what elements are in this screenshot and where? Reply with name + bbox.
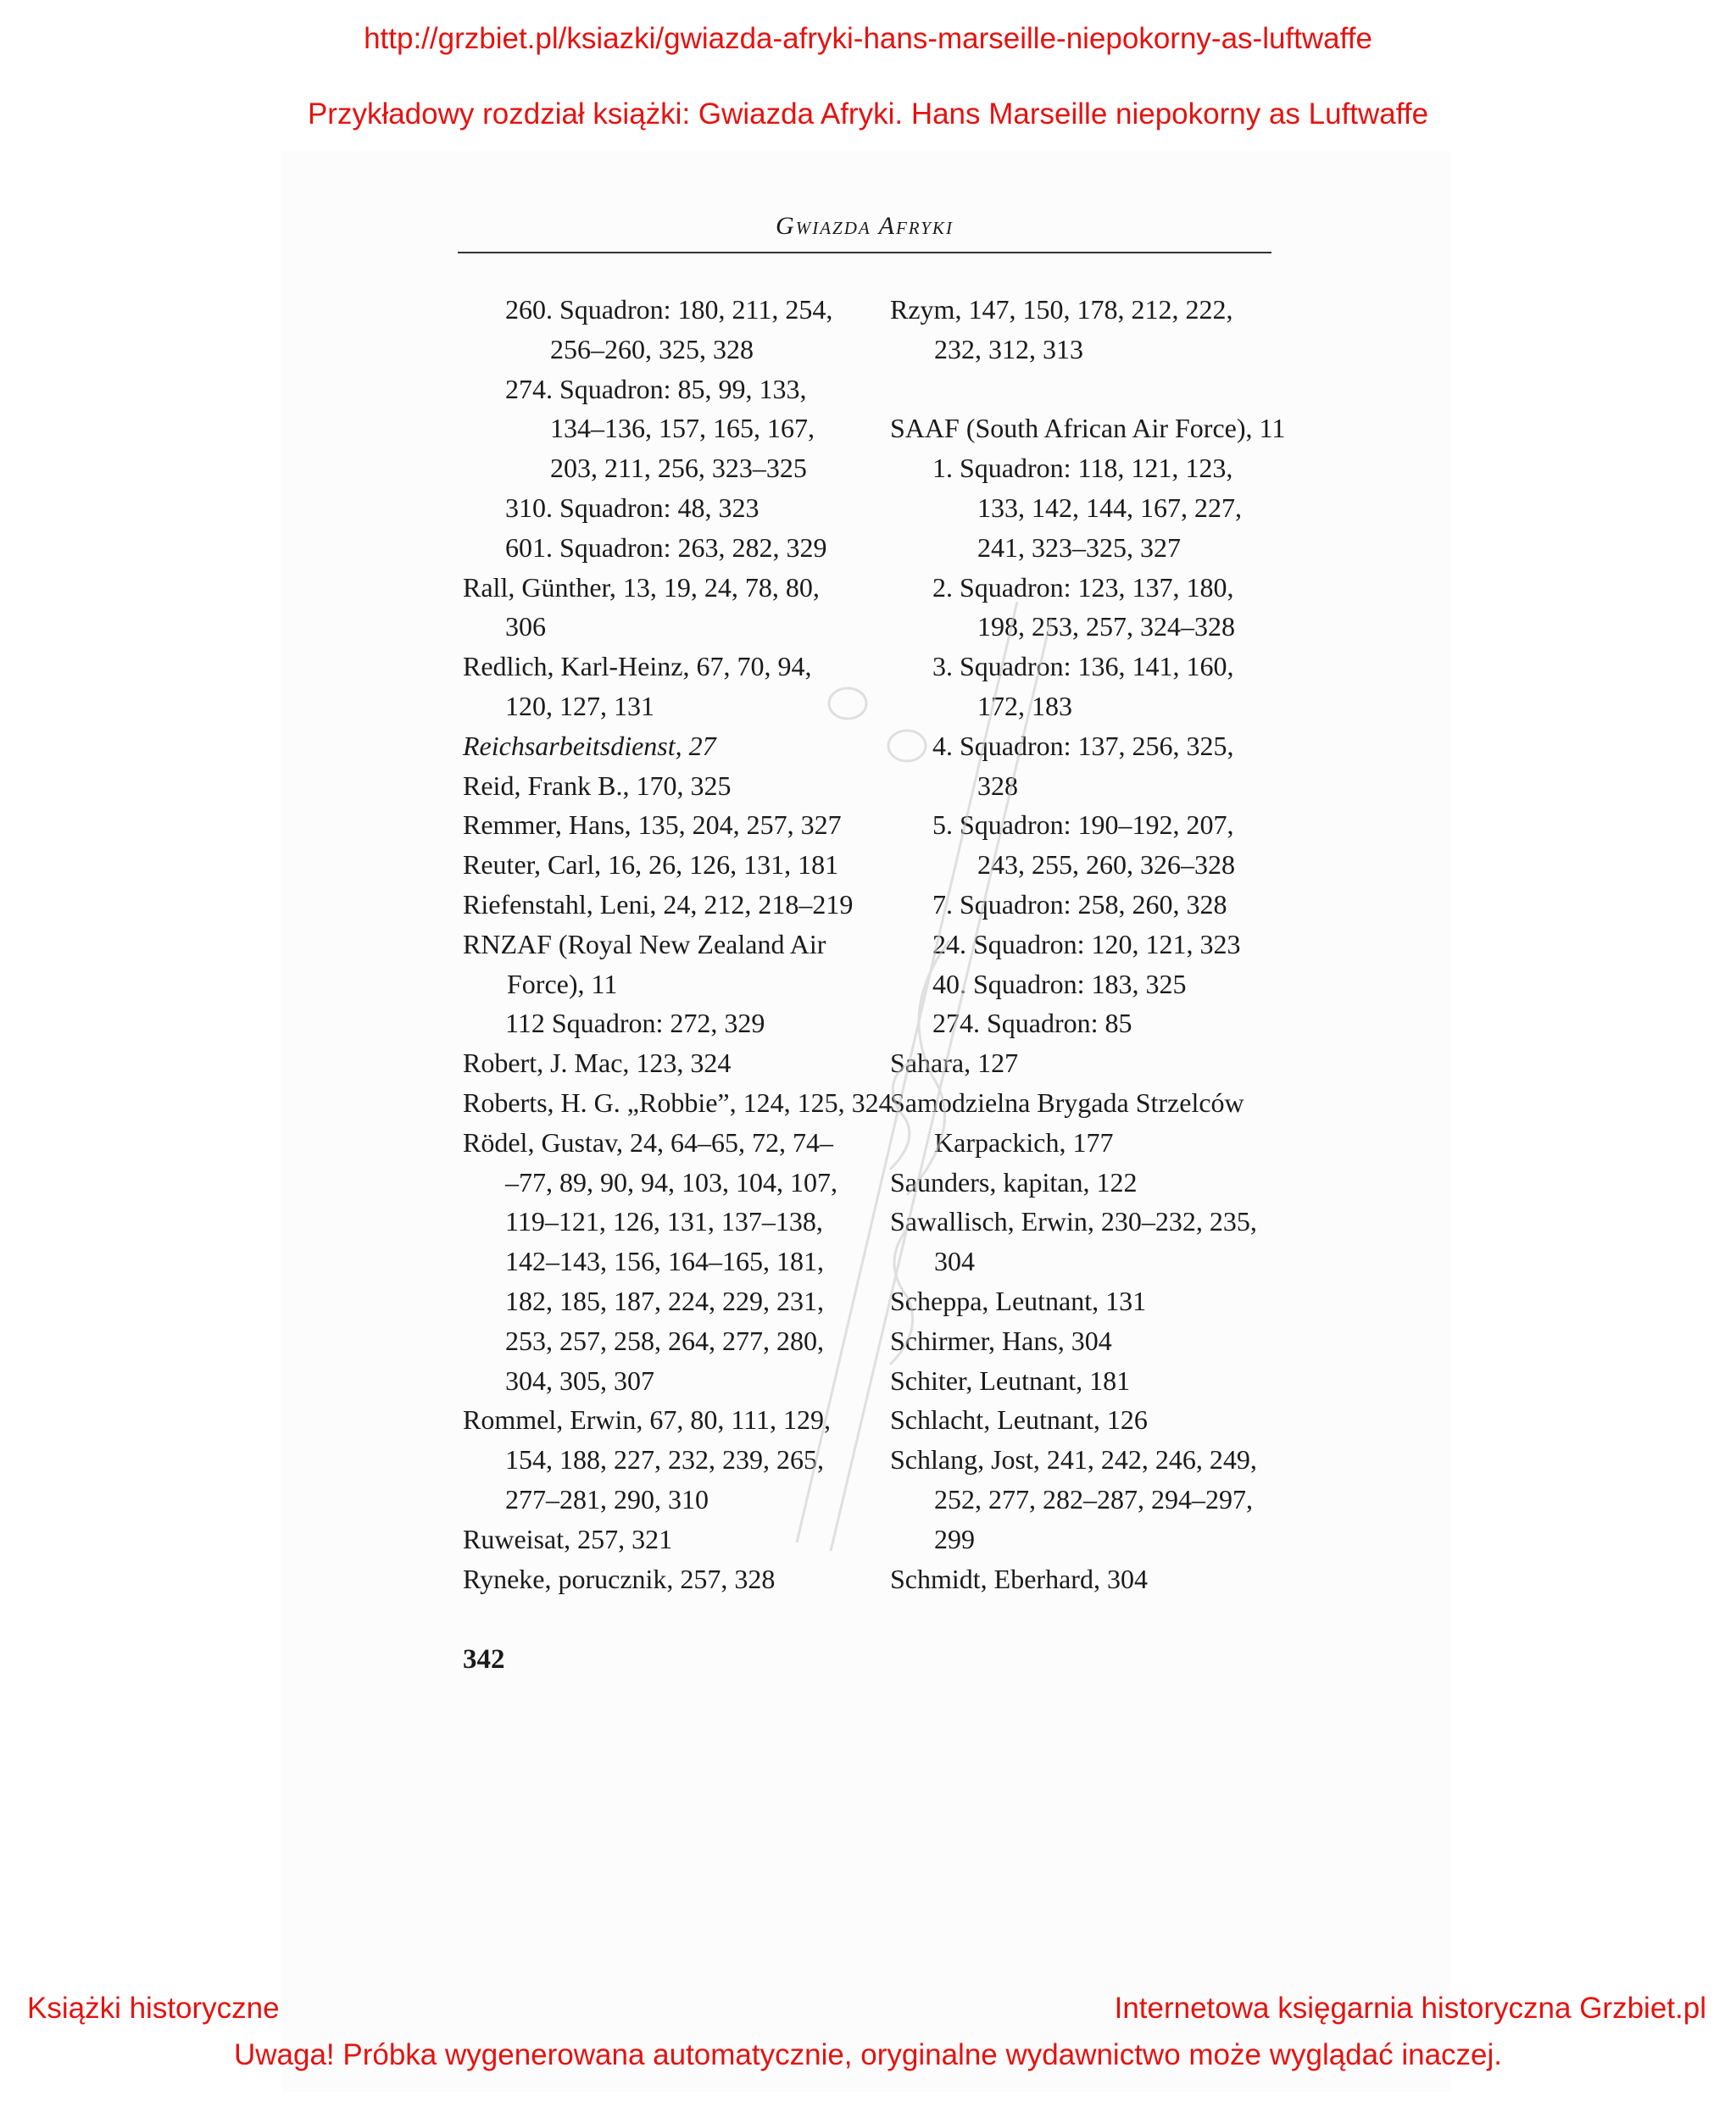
index-entry-line: Schmidt, Eberhard, 304 (890, 1563, 1148, 1594)
index-entry-line: 256–260, 325, 328 (550, 333, 754, 364)
index-entry-line: 306 (505, 611, 546, 642)
index-entry-line: Redlich, Karl-Heinz, 67, 70, 94, (463, 651, 812, 682)
index-entry-line: 304, 305, 307 (505, 1365, 654, 1396)
index-entry-line: Schiter, Leutnant, 181 (890, 1365, 1131, 1396)
index-entry-line: 299 (934, 1523, 975, 1554)
footer-left-link[interactable]: Książki historyczne (27, 1992, 280, 2025)
index-entry-line: 241, 323–325, 327 (977, 531, 1181, 563)
index-entry-line: 304 (934, 1246, 975, 1277)
index-entry-line: 277–281, 290, 310 (505, 1483, 709, 1515)
index-entry-line: 274. Squadron: 85 (932, 1008, 1132, 1039)
source-url-banner[interactable]: http://grzbiet.pl/ksiazki/gwiazda-afryki-hans-marseille-niepokorny-as-luftwaffe (364, 22, 1372, 55)
index-entry-line: 7. Squadron: 258, 260, 328 (932, 888, 1227, 920)
index-entry-line: Rzym, 147, 150, 178, 212, 222, (890, 294, 1233, 325)
index-entry-line: 232, 312, 313 (934, 333, 1083, 364)
index-entry-line: Schirmer, Hans, 304 (890, 1325, 1112, 1356)
index-entry-line: Ryneke, porucznik, 257, 328 (463, 1563, 776, 1594)
index-entry-line: 112 Squadron: 272, 329 (505, 1008, 765, 1039)
index-entry-line: 601. Squadron: 263, 282, 329 (505, 531, 827, 563)
header-rule (458, 252, 1271, 253)
index-entry-line: 1. Squadron: 118, 121, 123, (932, 453, 1233, 484)
auto-generated-warning: Uwaga! Próbka wygenerowana automatycznie, oryginalne wydawnictwo może wyglądać inaczej. (233, 2038, 1503, 2071)
index-entry-line: 182, 185, 187, 224, 229, 231, (505, 1285, 824, 1316)
index-entry-line: RNZAF (Royal New Zealand Air (463, 928, 826, 959)
index-entry-line: 24. Squadron: 120, 121, 323 (932, 928, 1241, 959)
index-entry-line: 5. Squadron: 190–192, 207, (932, 809, 1234, 841)
index-entry-line: 2. Squadron: 123, 137, 180, (932, 571, 1234, 603)
index-entry-line: Rödel, Gustav, 24, 64–65, 72, 74– (463, 1126, 834, 1158)
index-entry-line: 328 (977, 770, 1018, 801)
index-entry-line: Reuter, Carl, 16, 26, 126, 131, 181 (463, 849, 839, 881)
index-entry-line: Robert, J. Mac, 123, 324 (463, 1048, 732, 1079)
index-entry-line: Riefenstahl, Leni, 24, 212, 218–219 (463, 888, 854, 920)
index-entry-line: Saunders, kapitan, 122 (890, 1166, 1138, 1198)
index-column-left (463, 290, 893, 1598)
index-entry-line: 3. Squadron: 136, 141, 160, (932, 651, 1234, 682)
index-entry-line: Force), 11 (507, 968, 618, 999)
index-entry-line: Rommel, Erwin, 67, 80, 111, 129, (463, 1404, 832, 1436)
index-entry-line: 142–143, 156, 164–165, 181, (505, 1246, 824, 1277)
index-entry-line: 252, 277, 282–287, 294–297, (934, 1483, 1253, 1515)
index-entry-line: Remmer, Hans, 135, 204, 257, 327 (463, 809, 842, 841)
index-entry-line: 154, 188, 227, 232, 239, 265, (505, 1444, 824, 1476)
index-entry-line: –77, 89, 90, 94, 103, 104, 107, (505, 1166, 837, 1198)
index-entry-line: Schlacht, Leutnant, 126 (890, 1404, 1148, 1436)
sample-chapter-banner: Przykładowy rozdział książki: Gwiazda Afryki. Hans Marseille niepokorny as Luftwaffe (307, 97, 1429, 131)
index-entry-line: 4. Squadron: 137, 256, 325, (932, 730, 1234, 761)
index-column-right (890, 290, 1314, 1598)
index-entry-line: Reid, Frank B., 170, 325 (463, 770, 732, 801)
index-entry-line: SAAF (South African Air Force), 11 (890, 413, 1286, 444)
index-entry-line: 243, 255, 260, 326–328 (977, 849, 1235, 881)
index-entry-line: Sawallisch, Erwin, 230–232, 235, (890, 1206, 1257, 1237)
index-entry-line: 260. Squadron: 180, 211, 254, (505, 294, 833, 325)
index-entry-line: 119–121, 126, 131, 137–138, (505, 1206, 823, 1237)
index-entry-line: Reichsarbeitsdienst, 27 (463, 730, 716, 761)
index-entry-line: Schlang, Jost, 241, 242, 246, 249, (890, 1444, 1257, 1476)
footer-right-link[interactable]: Internetowa księgarnia historyczna Grzbiet.pl (1114, 1992, 1706, 2025)
index-entry-line: 133, 142, 144, 167, 227, (977, 492, 1242, 523)
index-entry-line: Rall, Günther, 13, 19, 24, 78, 80, (463, 571, 820, 603)
index-entry-line: Sahara, 127 (890, 1048, 1019, 1079)
index-entry-line: 120, 127, 131 (505, 690, 654, 721)
index-entry-line: 198, 253, 257, 324–328 (977, 611, 1235, 642)
index-entry-line: Scheppa, Leutnant, 131 (890, 1285, 1147, 1316)
index-entry-line: 40. Squadron: 183, 325 (932, 968, 1187, 999)
index-entry-line: 310. Squadron: 48, 323 (505, 492, 760, 523)
index-entry-line: 203, 211, 256, 323–325 (550, 453, 807, 484)
index-entry-line: Samodzielna Brygada Strzelców (890, 1087, 1244, 1118)
index-entry-line: 253, 257, 258, 264, 277, 280, (505, 1325, 824, 1356)
index-entry-line: 274. Squadron: 85, 99, 133, (505, 373, 807, 404)
index-entry-line: Karpackich, 177 (934, 1126, 1114, 1158)
page-number: 342 (463, 1644, 505, 1675)
index-entry-line (890, 370, 1314, 409)
running-head: Gwiazda Afryki (776, 212, 954, 240)
index-entry-line: Ruweisat, 257, 321 (463, 1523, 673, 1554)
index-entry-line: 172, 183 (977, 690, 1072, 721)
index-entry-line: Roberts, H. G. „Robbie”, 124, 125, 324 (463, 1087, 893, 1118)
index-entry-line: 134–136, 157, 165, 167, (550, 413, 815, 444)
